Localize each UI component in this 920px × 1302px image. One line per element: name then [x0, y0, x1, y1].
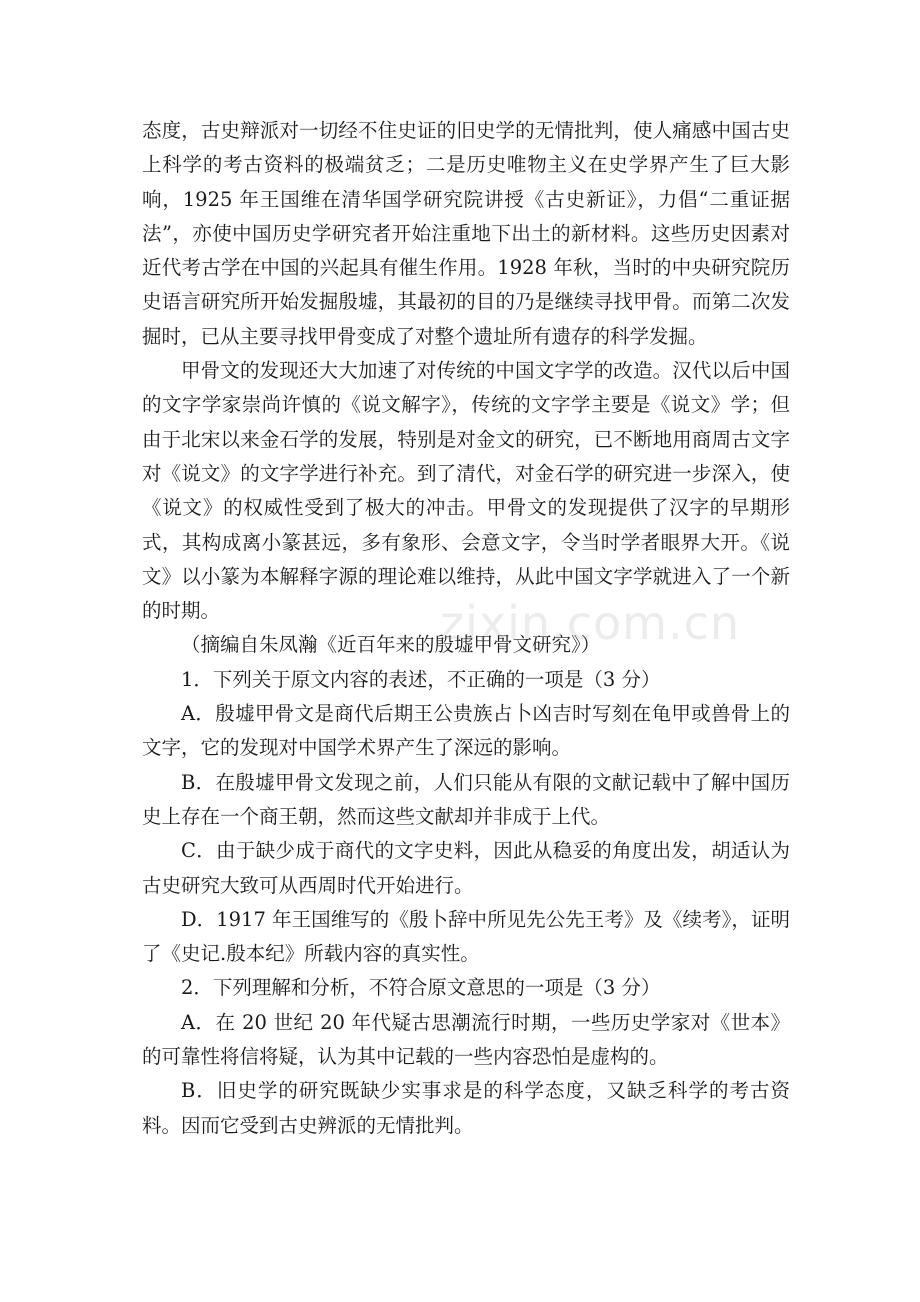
question-2-stem: 2．下列理解和分析，不符合原文意思的一项是（3 分）: [181, 976, 661, 1000]
document-body: [142, 114, 790, 1143]
question-1-option-d: D．1917 年王国维写的《殷卜辞中所见先公先王考》及《续考》，证明了《史记.殷本纪》所载内容的真实性。: [142, 907, 790, 966]
question-2-option-a: A．在 20 世纪 20 年代疑古思潮流行时期，一些历史学家对《世本》的可靠性将信将疑，认为其中记载的一些内容恐怕是虚构的。: [142, 1010, 790, 1069]
question-1-option-a: A．殷墟甲骨文是商代后期王公贵族占卜凶吉时写刻在龟甲或兽骨上的文字，它的发现对中国学术界产生了深远的影响。: [142, 702, 790, 760]
question-1-option-c: C．由于缺少成于商代的文字史料，因此从稳妥的角度出发，胡适认为古史研究大致可从西周时代开始进行。: [142, 839, 790, 897]
question-1-option-b: B．在殷墟甲骨文发现之前，人们只能从有限的文献记载中了解中国历史上存在一个商王朝，然而这些文献却并非成于上代。: [142, 770, 790, 828]
paragraph-archaeology-origins: 态度，古史辩派对一切经不住史证的旧史学的无情批判，使人痛感中国古史上科学的考古资料的极端贫乏；二是历史唯物主义在史学界产生了巨大影响，1925 年王国维在清华国学研究院讲授《古史新证》，力倡“二重证据法”，亦使中国历史学研究者开始注重地下出土的新材料。这些历史因素对近代考古学在中国的兴起具有催生作用。1928 年秋，当时的中央研究院历史语言研究所开始发掘殷墟，其最初的目的乃是继续寻找甲骨。而第二次发掘时，已从主要寻找甲骨变成了对整个遗址所有遗存的科学发掘。: [142, 119, 790, 348]
watermark: zixin.com.cn: [440, 596, 741, 650]
source-citation: （摘编自朱凤瀚《近百年来的殷墟甲骨文研究》）: [181, 633, 601, 657]
paragraph-philology-reform: 甲骨文的发现还大大加速了对传统的中国文字学的改造。汉代以后中国的文字学家崇尚许慎的《说文解字》，传统的文字学主要是《说文》学；但由于北宋以来金石学的发展，特别是对金文的研究，已不断地用商周古文字对《说文》的文字学进行补充。到了清代，对金石学的研究进一步深入，使《说文》的权威性受到了极大的冲击。甲骨文的发现提供了汉字的早期形式，其构成离小篆甚远，多有象形、会意文字，令当时学者眼界大开。《说文》以小篆为本解释字源的理论难以维持，从此中国文字学就进入了一个新的时期。: [142, 359, 790, 623]
question-2-option-b: B．旧史学的研究既缺少实事求是的科学态度，又缺乏科学的考古资料。因而它受到古史辨派的无情批判。: [142, 1079, 790, 1137]
question-1-stem: 1．下列关于原文内容的表述，不正确的一项是（3 分）: [181, 667, 661, 691]
